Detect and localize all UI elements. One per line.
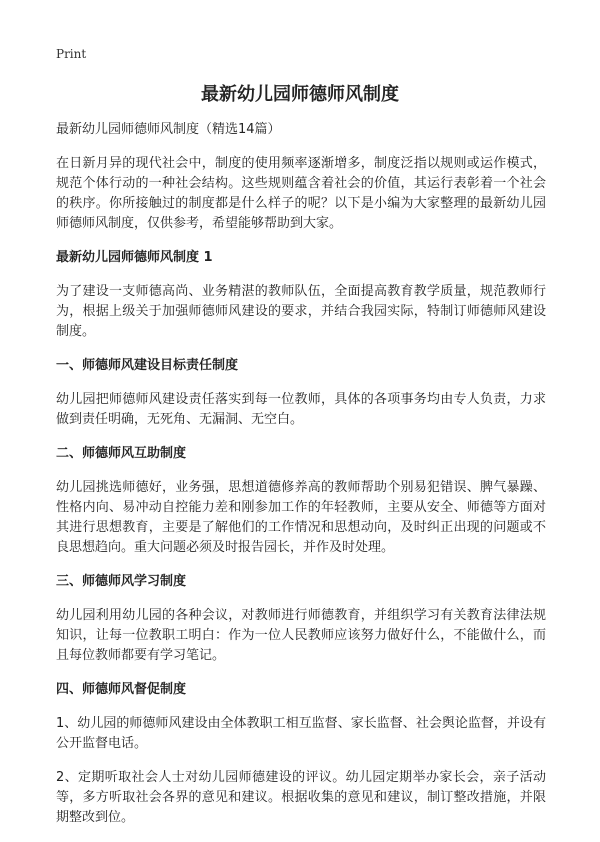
section-1-paragraph: 为了建设一支师德高尚、业务精湛的教师队伍，全面提高教育教学质量，规范教师行为，根据上级关于加强师德师风建设的要求，并结合我园实际，特制订师德师风建设制度。 — [56, 284, 546, 339]
part-heading-1: 一、师德师风建设目标责任制度 — [56, 358, 239, 373]
part-4-item-2: 2、定期听取社会人士对幼儿园师德建设的评议。幼儿园定期举办家长会，亲子活动等，多方听取社会各界的意见和建议。根据收集的意见和建议，制订整改措施，并限期整改到位。 — [56, 770, 546, 825]
intro-paragraph: 在日新月异的现代社会中，制度的使用频率逐渐增多，制度泛指以规则或运作模式，规范个体行动的一种社会结构。这些规则蕴含着社会的价值，其运行表彰着一个社会的秩序。你所接触过的制度都是什么样子的呢？以下是小编为大家整理的最新幼儿园师德师风制度，仅供参考，希望能够帮助到大家。 — [56, 156, 546, 231]
document-body — [56, 120, 546, 842]
print-label[interactable]: Print — [56, 47, 87, 61]
document-subtitle: 最新幼儿园师德师风制度（精选14篇） — [56, 122, 281, 137]
part-heading-3: 三、师德师风学习制度 — [56, 574, 187, 589]
part-4-item-1: 1、幼儿园的师德师风建设由全体教职工相互监督、家长监督、社会舆论监督，并设有公开监督电话。 — [56, 716, 546, 751]
part-3-paragraph: 幼儿园利用幼儿园的各种会议，对教师进行师德教育，并组织学习有关教育法律法规知识，让每一位教职工明白：作为一位人民教师应该努力做好什么，不能做什么，而且每位教师都要有学习笔记。 — [56, 608, 546, 663]
part-1-paragraph: 幼儿园把师德师风建设责任落实到每一位教师，具体的各项事务均由专人负责，力求做到责任明确，无死角、无漏洞、无空白。 — [56, 392, 546, 427]
part-heading-4: 四、师德师风督促制度 — [56, 682, 187, 697]
part-heading-2: 二、师德师风互助制度 — [56, 446, 187, 461]
section-heading-1: 最新幼儿园师德师风制度 1 — [56, 250, 213, 265]
page-title: 最新幼儿园师德师风制度 — [201, 84, 399, 105]
part-2-paragraph: 幼儿园挑选师德好，业务强，思想道德修养高的教师帮助个别易犯错误、脾气暴躁、性格内向、易冲动自控能力差和刚参加工作的年轻教师，主要从安全、师德等方面对其进行思想教育，主要是了解他们的工作情况和思想动向，及时纠正出现的问题或不良思想趋向。重大问题必须及时报告园长，并作及时处理。 — [56, 480, 546, 555]
